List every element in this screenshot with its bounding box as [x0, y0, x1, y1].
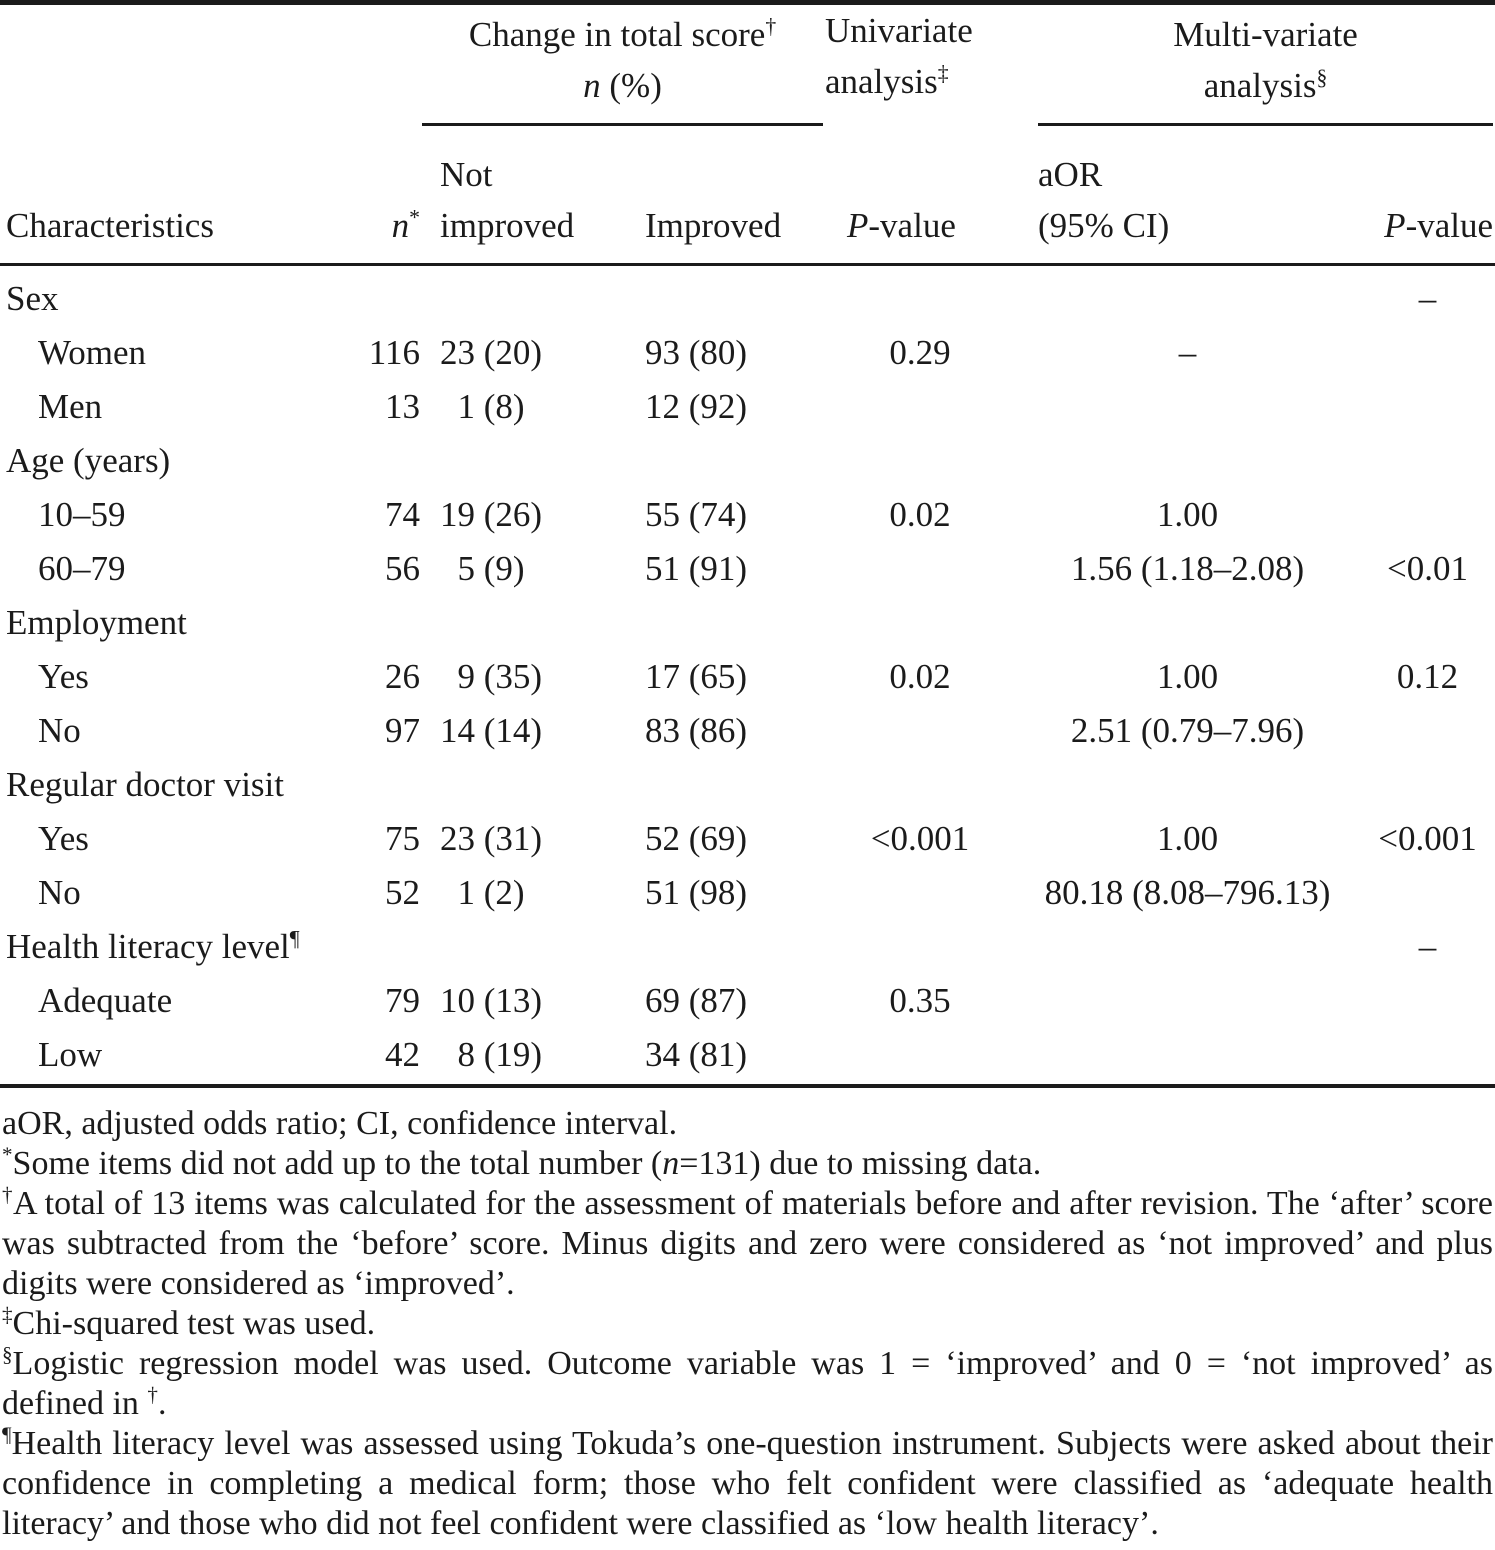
cell-n [350, 920, 422, 974]
cell-p-univariate: 0.35 [889, 980, 951, 1020]
cell-p-multivariate: – [1418, 278, 1437, 318]
cell-characteristic: Age (years) [6, 440, 171, 480]
col-aor-95ci: aOR (95% CI) [1015, 148, 1360, 265]
table-row-subcategory [0, 866, 1495, 920]
cell-p-univariate [825, 434, 1015, 488]
count-value: 55 [645, 494, 680, 534]
cell-not-improved: 14 (14) [422, 704, 620, 758]
col-n: n* [350, 148, 422, 265]
cell-not-improved [422, 264, 620, 326]
table-row-subcategory [0, 1028, 1495, 1086]
cell-aor: 80.18 (8.08–796.13) [1044, 872, 1331, 912]
cell-p-multivariate: 0.12 [1396, 656, 1459, 696]
count-value: 10 [440, 980, 475, 1020]
cell-not-improved: 9 (35) [422, 650, 620, 704]
cell-improved [620, 920, 825, 974]
cell-aor [1015, 264, 1360, 326]
table-row-category [0, 920, 1495, 974]
footnote: ‡Chi-squared test was used. [2, 1302, 376, 1342]
cell-p-univariate [825, 596, 1015, 650]
header-blank-cell [0, 3, 422, 148]
cell-n: 26 [385, 656, 420, 696]
cell-improved: 55 (74) [620, 488, 825, 542]
change-score-line1: Change in total score† [468, 14, 777, 54]
footnote: aOR, adjusted odds ratio; CI, confidence interval. [2, 1104, 678, 1142]
multivariate-spanner [1038, 5, 1493, 126]
cell-p-multivariate [1360, 704, 1495, 758]
count-value: 12 [645, 386, 680, 426]
cell-p-univariate [825, 866, 1015, 920]
cell-p-multivariate [1360, 866, 1495, 920]
col-group-univariate [825, 3, 1015, 148]
italic-n: n [662, 1144, 680, 1182]
cell-p-univariate [825, 920, 1015, 974]
cell-aor: 1.00 [1156, 656, 1219, 696]
cell-improved: 51 (91) [620, 542, 825, 596]
cell-not-improved [422, 434, 620, 488]
col-group-change-score [422, 3, 825, 148]
table-row-subcategory [0, 326, 1495, 380]
cell-n: 56 [385, 548, 420, 588]
count-value: 34 [645, 1034, 680, 1074]
cell-aor [1015, 434, 1360, 488]
count-value: 1 [457, 872, 475, 912]
count-value: 23 [440, 332, 475, 372]
cell-not-improved: 23 (31) [422, 812, 620, 866]
cell-aor: – [1178, 332, 1197, 372]
change-score-line2: n (%) [583, 66, 662, 105]
cell-p-univariate [825, 704, 1015, 758]
univariate-line1: Univariate [825, 11, 973, 50]
cell-characteristic: Yes [38, 656, 89, 696]
pilcrow-symbol: ¶ [289, 925, 300, 950]
cell-p-multivariate [1360, 758, 1495, 812]
count-value: 5 [457, 548, 475, 588]
cell-p-univariate: 0.02 [889, 656, 951, 696]
cell-n: 116 [368, 332, 420, 372]
table-row-subcategory [0, 488, 1495, 542]
cell-p-multivariate [1360, 488, 1495, 542]
col-improved: Improved [620, 148, 825, 265]
univariate-line2: analysis‡ [825, 61, 949, 101]
cell-not-improved: 23 (20) [422, 326, 620, 380]
cell-p-multivariate: – [1418, 926, 1437, 966]
cell-aor [1015, 1028, 1360, 1086]
cell-n [350, 758, 422, 812]
table-row-subcategory [0, 542, 1495, 596]
dagger-symbol: † [765, 14, 777, 39]
cell-improved: 52 (69) [620, 812, 825, 866]
cell-p-multivariate: <0.01 [1387, 548, 1469, 588]
cell-n [350, 434, 422, 488]
cell-characteristic: Adequate [38, 980, 173, 1020]
table-row-subcategory [0, 380, 1495, 434]
table-row-subcategory [0, 704, 1495, 758]
count-value: 17 [645, 656, 680, 696]
cell-characteristic: No [38, 710, 81, 750]
cell-characteristic: 10–59 [38, 494, 126, 534]
footnote-marker: ‡ [2, 1302, 13, 1327]
cell-not-improved: 1 (2) [422, 866, 620, 920]
col-p-value-multivariate: P-value [1360, 148, 1495, 265]
cell-p-univariate: 0.29 [889, 332, 951, 372]
table-row-category [0, 596, 1495, 650]
multivariate-line1: Multi-variate [1173, 15, 1358, 54]
table-row-subcategory [0, 974, 1495, 1028]
table-row-category [0, 264, 1495, 326]
cell-characteristic: Men [38, 386, 103, 426]
cell-p-multivariate [1360, 596, 1495, 650]
cell-aor: 2.51 (0.79–7.96) [1070, 710, 1305, 750]
count-value: 8 [457, 1034, 475, 1074]
cell-improved: 83 (86) [620, 704, 825, 758]
cell-characteristic: Regular doctor visit [6, 764, 285, 804]
footnote-marker: † [147, 1382, 158, 1407]
count-value: 69 [645, 980, 680, 1020]
count-value: 51 [645, 872, 680, 912]
cell-improved [620, 758, 825, 812]
cell-aor: 1.56 (1.18–2.08) [1070, 548, 1305, 588]
cell-improved: 12 (92) [620, 380, 825, 434]
cell-improved: 51 (98) [620, 866, 825, 920]
table-header [0, 3, 1495, 265]
cell-p-multivariate [1360, 434, 1495, 488]
asterisk-symbol: * [409, 204, 420, 229]
cell-improved [620, 434, 825, 488]
cell-p-univariate: 0.02 [889, 494, 951, 534]
cell-not-improved [422, 596, 620, 650]
cell-n: 52 [385, 872, 420, 912]
col-group-multivariate [1015, 3, 1495, 148]
col-not-improved: Not improved [422, 148, 620, 265]
cell-not-improved: 5 (9) [422, 542, 620, 596]
cell-not-improved: 1 (8) [422, 380, 620, 434]
cell-characteristic: 60–79 [38, 548, 126, 588]
cell-not-improved: 10 (13) [422, 974, 620, 1028]
cell-p-multivariate [1360, 326, 1495, 380]
cell-p-univariate: <0.001 [870, 818, 970, 858]
double-dagger-symbol: ‡ [937, 61, 949, 86]
cell-improved: 93 (80) [620, 326, 825, 380]
cell-aor [1015, 920, 1360, 974]
cell-improved: 34 (81) [620, 1028, 825, 1086]
cell-n: 79 [385, 980, 420, 1020]
cell-p-univariate [825, 1028, 1015, 1086]
table-body [0, 264, 1495, 1086]
cell-aor [1015, 974, 1360, 1028]
footnote-marker: * [2, 1142, 13, 1167]
cell-p-univariate [825, 542, 1015, 596]
cell-p-multivariate: <0.001 [1378, 818, 1477, 858]
cell-characteristic: Women [38, 332, 146, 372]
cell-p-multivariate [1360, 380, 1495, 434]
header-row [0, 148, 1495, 265]
cell-p-multivariate [1360, 974, 1495, 1028]
cell-aor [1015, 380, 1360, 434]
footnote: *Some items did not add up to the total number (n=131) due to missing data. [2, 1142, 1042, 1182]
cell-improved [620, 596, 825, 650]
table-row-subcategory [0, 812, 1495, 866]
cell-p-univariate [825, 758, 1015, 812]
footnote: †A total of 13 items was calculated for the assessment of materials before and after revision. The ‘after’ score was subtracted from the ‘before’ score. Minus digits and zero were considered as ‘not improved’ and plus digits were considered as ‘improved’. [2, 1182, 1493, 1302]
table-row-category [0, 758, 1495, 812]
count-value: 19 [440, 494, 475, 534]
count-value: 51 [645, 548, 680, 588]
table-row-subcategory [0, 650, 1495, 704]
footnote-marker: § [2, 1342, 13, 1367]
footnote: §Logistic regression model was used. Outcome variable was 1 = ‘improved’ and 0 = ‘not improved’ as defined in †. [2, 1342, 1493, 1422]
cell-n: 74 [385, 494, 420, 534]
cell-characteristic: Health literacy level¶ [6, 925, 300, 966]
multivariate-line2: analysis§ [1203, 65, 1328, 105]
cell-p-multivariate [1360, 1028, 1495, 1086]
footnote: ¶Health literacy level was assessed using Tokuda’s one-question instrument. Subjects were asked about their confidence in completing a medical form; those who felt confident were classified as ‘adequate health literacy’ and those who did not feel confident were classified as ‘low health literacy’. [2, 1422, 1493, 1542]
footnotes [0, 1104, 1495, 1544]
count-value: 23 [440, 818, 475, 858]
cell-characteristic: No [38, 872, 81, 912]
header-spanner-row [0, 3, 1495, 148]
cell-n: 13 [385, 386, 420, 426]
footnote-marker: ¶ [2, 1422, 12, 1447]
cell-not-improved [422, 920, 620, 974]
count-value: 14 [440, 710, 475, 750]
cell-n [350, 264, 422, 326]
cell-aor [1015, 596, 1360, 650]
cell-aor [1015, 758, 1360, 812]
cell-not-improved: 19 (26) [422, 488, 620, 542]
cell-not-improved: 8 (19) [422, 1028, 620, 1086]
cell-characteristic: Sex [6, 278, 59, 318]
cell-improved: 69 (87) [620, 974, 825, 1028]
footnote-marker: † [2, 1182, 13, 1207]
cell-improved [620, 264, 825, 326]
cell-characteristic: Low [0, 1028, 350, 1086]
count-value: 83 [645, 710, 680, 750]
cell-not-improved [422, 758, 620, 812]
count-value: 9 [457, 656, 475, 696]
col-p-value-univariate: P-value [825, 148, 1015, 265]
cell-p-univariate [825, 264, 1015, 326]
count-value: 52 [645, 818, 680, 858]
cell-characteristic: Yes [38, 818, 89, 858]
cell-improved: 17 (65) [620, 650, 825, 704]
cell-p-univariate [825, 380, 1015, 434]
section-symbol: § [1316, 65, 1328, 90]
cell-aor: 1.00 [1156, 494, 1219, 534]
count-value: 93 [645, 332, 680, 372]
cell-n: 75 [385, 818, 420, 858]
col-characteristics: Characteristics [0, 148, 350, 265]
cell-aor: 1.00 [1156, 818, 1219, 858]
cell-n [350, 596, 422, 650]
count-value: 1 [457, 386, 475, 426]
cell-n: 42 [350, 1028, 422, 1086]
change-score-spanner [422, 5, 823, 126]
cell-n: 97 [385, 710, 420, 750]
cell-characteristic: Employment [6, 602, 187, 642]
table-row-category [0, 434, 1495, 488]
